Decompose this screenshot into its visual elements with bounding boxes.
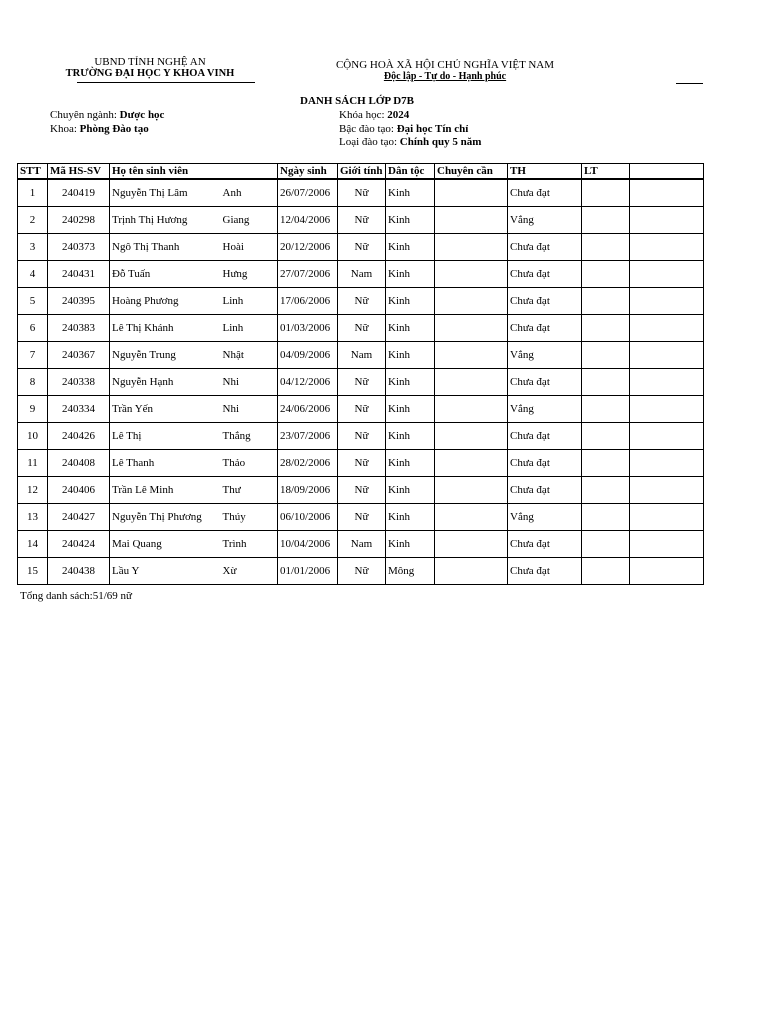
table-row: [18, 396, 704, 423]
cell-given-name: Thư: [221, 477, 278, 504]
cell-extra: [630, 450, 704, 477]
cell-attendance: [435, 531, 508, 558]
cell-gender: Nữ: [338, 234, 386, 261]
cell-given-name: Giang: [221, 207, 278, 234]
cell-stt: 7: [18, 342, 48, 369]
header-th: TH: [508, 164, 582, 180]
table-row: [18, 207, 704, 234]
student-roster-table: [17, 163, 704, 585]
cell-dob: 06/10/2006: [278, 504, 338, 531]
cell-lt: [582, 504, 630, 531]
header-extra-blank: [630, 164, 704, 180]
cell-extra: [630, 423, 704, 450]
cell-th: Chưa đạt: [508, 288, 582, 315]
cell-dob: 20/12/2006: [278, 234, 338, 261]
cell-surname: Đỗ Tuấn: [110, 261, 221, 288]
cell-surname: Hoàng Phương: [110, 288, 221, 315]
faculty-line: [50, 123, 149, 135]
cell-gender: Nữ: [338, 179, 386, 207]
cell-stt: 13: [18, 504, 48, 531]
cell-extra: [630, 558, 704, 585]
table-row: [18, 450, 704, 477]
cell-lt: [582, 558, 630, 585]
cell-extra: [630, 261, 704, 288]
cell-extra: [630, 342, 704, 369]
cell-given-name: Nhật: [221, 342, 278, 369]
cell-given-name: Anh: [221, 179, 278, 207]
cell-extra: [630, 477, 704, 504]
cell-given-name: Nhi: [221, 396, 278, 423]
cell-ethnicity: Kinh: [386, 369, 435, 396]
course-label: Khóa học:: [339, 109, 385, 121]
cell-ethnicity: Kinh: [386, 477, 435, 504]
cell-stt: 6: [18, 315, 48, 342]
cell-attendance: [435, 288, 508, 315]
cell-gender: Nữ: [338, 558, 386, 585]
cell-gender: Nữ: [338, 504, 386, 531]
cell-th: Chưa đạt: [508, 369, 582, 396]
cell-gender: Nam: [338, 531, 386, 558]
cell-given-name: Thúy: [221, 504, 278, 531]
cell-dob: 01/01/2006: [278, 558, 338, 585]
table-row: [18, 531, 704, 558]
cell-th: Chưa đạt: [508, 477, 582, 504]
country-name: CỘNG HOÀ XÃ HỘI CHỦ NGHĨA VIỆT NAM: [335, 59, 555, 71]
cell-stt: 12: [18, 477, 48, 504]
level-value: Đại học Tín chỉ: [396, 123, 469, 135]
cell-gender: Nam: [338, 342, 386, 369]
cell-student-id: 240438: [48, 558, 110, 585]
cell-attendance: [435, 179, 508, 207]
cell-gender: Nữ: [338, 450, 386, 477]
cell-lt: [582, 369, 630, 396]
cell-surname: Lê Thanh: [110, 450, 221, 477]
level-line: [339, 123, 468, 135]
header-given-name-blank: [221, 164, 278, 180]
table-row: [18, 558, 704, 585]
major-line: [50, 109, 164, 121]
cell-th: Chưa đạt: [508, 179, 582, 207]
cell-stt: 10: [18, 423, 48, 450]
table-row: [18, 342, 704, 369]
cell-surname: Nguyễn Thị Phương: [110, 504, 221, 531]
cell-lt: [582, 234, 630, 261]
cell-ethnicity: Kinh: [386, 342, 435, 369]
cell-extra: [630, 531, 704, 558]
cell-gender: Nữ: [338, 369, 386, 396]
major-label: Chuyên ngành:: [50, 109, 117, 121]
national-motto: Độc lập - Tự do - Hạnh phúc: [383, 71, 507, 82]
cell-student-id: 240426: [48, 423, 110, 450]
cell-ethnicity: Kinh: [386, 261, 435, 288]
cell-lt: [582, 288, 630, 315]
table-row: [18, 477, 704, 504]
cell-given-name: Linh: [221, 315, 278, 342]
cell-lt: [582, 396, 630, 423]
cell-th: Vắng: [508, 396, 582, 423]
table-row: [18, 234, 704, 261]
cell-surname: Trần Lê Minh: [110, 477, 221, 504]
cell-given-name: Hoài: [221, 234, 278, 261]
cell-lt: [582, 315, 630, 342]
cell-student-id: 240373: [48, 234, 110, 261]
cell-given-name: Hưng: [221, 261, 278, 288]
cell-stt: 3: [18, 234, 48, 261]
header-lt: LT: [582, 164, 630, 180]
cell-ethnicity: Kinh: [386, 288, 435, 315]
cell-th: Chưa đạt: [508, 558, 582, 585]
cell-attendance: [435, 450, 508, 477]
cell-th: Chưa đạt: [508, 315, 582, 342]
cell-student-id: 240338: [48, 369, 110, 396]
cell-dob: 27/07/2006: [278, 261, 338, 288]
training-type-line: [339, 136, 481, 148]
major-value: Dược học: [119, 109, 165, 121]
cell-surname: Ngô Thị Thanh: [110, 234, 221, 261]
cell-gender: Nữ: [338, 288, 386, 315]
cell-student-id: 240427: [48, 504, 110, 531]
faculty-label: Khoa:: [50, 123, 77, 135]
cell-surname: Nguyễn Thị Lâm: [110, 179, 221, 207]
header-full-name: Họ tên sinh viên: [110, 164, 221, 180]
cell-extra: [630, 288, 704, 315]
cell-student-id: 240334: [48, 396, 110, 423]
cell-ethnicity: Mông: [386, 558, 435, 585]
table-row: [18, 179, 704, 207]
cell-th: Chưa đạt: [508, 261, 582, 288]
cell-gender: Nam: [338, 261, 386, 288]
cell-given-name: Nhi: [221, 369, 278, 396]
cell-student-id: 240383: [48, 315, 110, 342]
cell-attendance: [435, 477, 508, 504]
cell-extra: [630, 234, 704, 261]
header-ethnicity: Dân tộc: [386, 164, 435, 180]
cell-lt: [582, 450, 630, 477]
cell-extra: [630, 369, 704, 396]
table-row: [18, 369, 704, 396]
institution-header: [40, 56, 260, 80]
cell-extra: [630, 315, 704, 342]
cell-extra: [630, 179, 704, 207]
cell-stt: 9: [18, 396, 48, 423]
faculty-value: Phòng Đào tạo: [79, 123, 149, 135]
cell-ethnicity: Kinh: [386, 423, 435, 450]
cell-stt: 1: [18, 179, 48, 207]
cell-surname: Nguyễn Hạnh: [110, 369, 221, 396]
training-type-label: Loại đào tạo:: [339, 136, 398, 148]
table-row: [18, 261, 704, 288]
cell-lt: [582, 207, 630, 234]
cell-dob: 04/12/2006: [278, 369, 338, 396]
cell-gender: Nữ: [338, 207, 386, 234]
cell-surname: Lầu Y: [110, 558, 221, 585]
national-motto-header: [300, 59, 590, 83]
cell-stt: 2: [18, 207, 48, 234]
cell-given-name: Xừ: [221, 558, 278, 585]
cell-th: Vắng: [508, 342, 582, 369]
cell-ethnicity: Kinh: [386, 531, 435, 558]
institution-underline: [77, 82, 255, 83]
cell-stt: 14: [18, 531, 48, 558]
cell-dob: 04/09/2006: [278, 342, 338, 369]
document-title: DANH SÁCH LỚP D7B: [300, 95, 414, 107]
course-line: [339, 109, 409, 121]
table-row: [18, 423, 704, 450]
province-name: UBND TỈNH NGHỆ AN: [94, 56, 206, 68]
header-gender: Giới tính: [338, 164, 386, 180]
table-row: [18, 504, 704, 531]
cell-stt: 8: [18, 369, 48, 396]
cell-ethnicity: Kinh: [386, 234, 435, 261]
cell-attendance: [435, 369, 508, 396]
cell-dob: 28/02/2006: [278, 450, 338, 477]
cell-gender: Nữ: [338, 315, 386, 342]
cell-dob: 10/04/2006: [278, 531, 338, 558]
cell-student-id: 240424: [48, 531, 110, 558]
cell-dob: 18/09/2006: [278, 477, 338, 504]
cell-surname: Nguyễn Trung: [110, 342, 221, 369]
cell-stt: 5: [18, 288, 48, 315]
table-row: [18, 315, 704, 342]
level-label: Bậc đào tạo:: [339, 123, 394, 135]
cell-surname: Trịnh Thị Hương: [110, 207, 221, 234]
cell-stt: 4: [18, 261, 48, 288]
cell-dob: 26/07/2006: [278, 179, 338, 207]
cell-surname: Trần Yến: [110, 396, 221, 423]
cell-th: Chưa đạt: [508, 423, 582, 450]
cell-ethnicity: Kinh: [386, 315, 435, 342]
cell-attendance: [435, 423, 508, 450]
training-type-value: Chính quy 5 năm: [399, 136, 482, 148]
cell-attendance: [435, 207, 508, 234]
cell-dob: 01/03/2006: [278, 315, 338, 342]
cell-given-name: Thắng: [221, 423, 278, 450]
header-stt: STT: [18, 164, 48, 180]
cell-attendance: [435, 558, 508, 585]
cell-th: Vắng: [508, 207, 582, 234]
cell-extra: [630, 396, 704, 423]
cell-lt: [582, 477, 630, 504]
cell-gender: Nữ: [338, 423, 386, 450]
cell-ethnicity: Kinh: [386, 179, 435, 207]
cell-attendance: [435, 342, 508, 369]
cell-student-id: 240408: [48, 450, 110, 477]
cell-student-id: 240298: [48, 207, 110, 234]
cell-student-id: 240367: [48, 342, 110, 369]
cell-attendance: [435, 396, 508, 423]
cell-dob: 24/06/2006: [278, 396, 338, 423]
cell-given-name: Thảo: [221, 450, 278, 477]
cell-student-id: 240406: [48, 477, 110, 504]
cell-student-id: 240431: [48, 261, 110, 288]
cell-attendance: [435, 504, 508, 531]
cell-ethnicity: Kinh: [386, 450, 435, 477]
cell-th: Chưa đạt: [508, 234, 582, 261]
cell-student-id: 240395: [48, 288, 110, 315]
cell-given-name: Trình: [221, 531, 278, 558]
cell-lt: [582, 342, 630, 369]
cell-lt: [582, 179, 630, 207]
cell-dob: 17/06/2006: [278, 288, 338, 315]
cell-surname: Lê Thị: [110, 423, 221, 450]
cell-surname: Mai Quang: [110, 531, 221, 558]
table-header-row: [18, 164, 704, 180]
table-row: [18, 288, 704, 315]
top-right-rule: [676, 83, 703, 84]
cell-ethnicity: Kinh: [386, 207, 435, 234]
cell-lt: [582, 423, 630, 450]
cell-ethnicity: Kinh: [386, 396, 435, 423]
cell-attendance: [435, 315, 508, 342]
university-name: TRƯỜNG ĐẠI HỌC Y KHOA VINH: [65, 68, 235, 79]
cell-given-name: Linh: [221, 288, 278, 315]
cell-extra: [630, 207, 704, 234]
header-dob: Ngày sinh: [278, 164, 338, 180]
cell-gender: Nữ: [338, 396, 386, 423]
cell-th: Vắng: [508, 504, 582, 531]
cell-stt: 11: [18, 450, 48, 477]
cell-stt: 15: [18, 558, 48, 585]
course-value: 2024: [387, 109, 410, 121]
cell-gender: Nữ: [338, 477, 386, 504]
roster-body: [18, 179, 704, 585]
header-student-id: Mã HS-SV: [48, 164, 110, 180]
cell-dob: 12/04/2006: [278, 207, 338, 234]
cell-student-id: 240419: [48, 179, 110, 207]
cell-attendance: [435, 261, 508, 288]
cell-attendance: [435, 234, 508, 261]
cell-surname: Lê Thị Khánh: [110, 315, 221, 342]
cell-lt: [582, 531, 630, 558]
cell-extra: [630, 504, 704, 531]
cell-lt: [582, 261, 630, 288]
cell-th: Chưa đạt: [508, 531, 582, 558]
list-summary: Tổng danh sách:51/69 nữ: [20, 590, 132, 602]
header-attendance: Chuyên cần: [435, 164, 508, 180]
cell-ethnicity: Kinh: [386, 504, 435, 531]
cell-dob: 23/07/2006: [278, 423, 338, 450]
cell-th: Chưa đạt: [508, 450, 582, 477]
